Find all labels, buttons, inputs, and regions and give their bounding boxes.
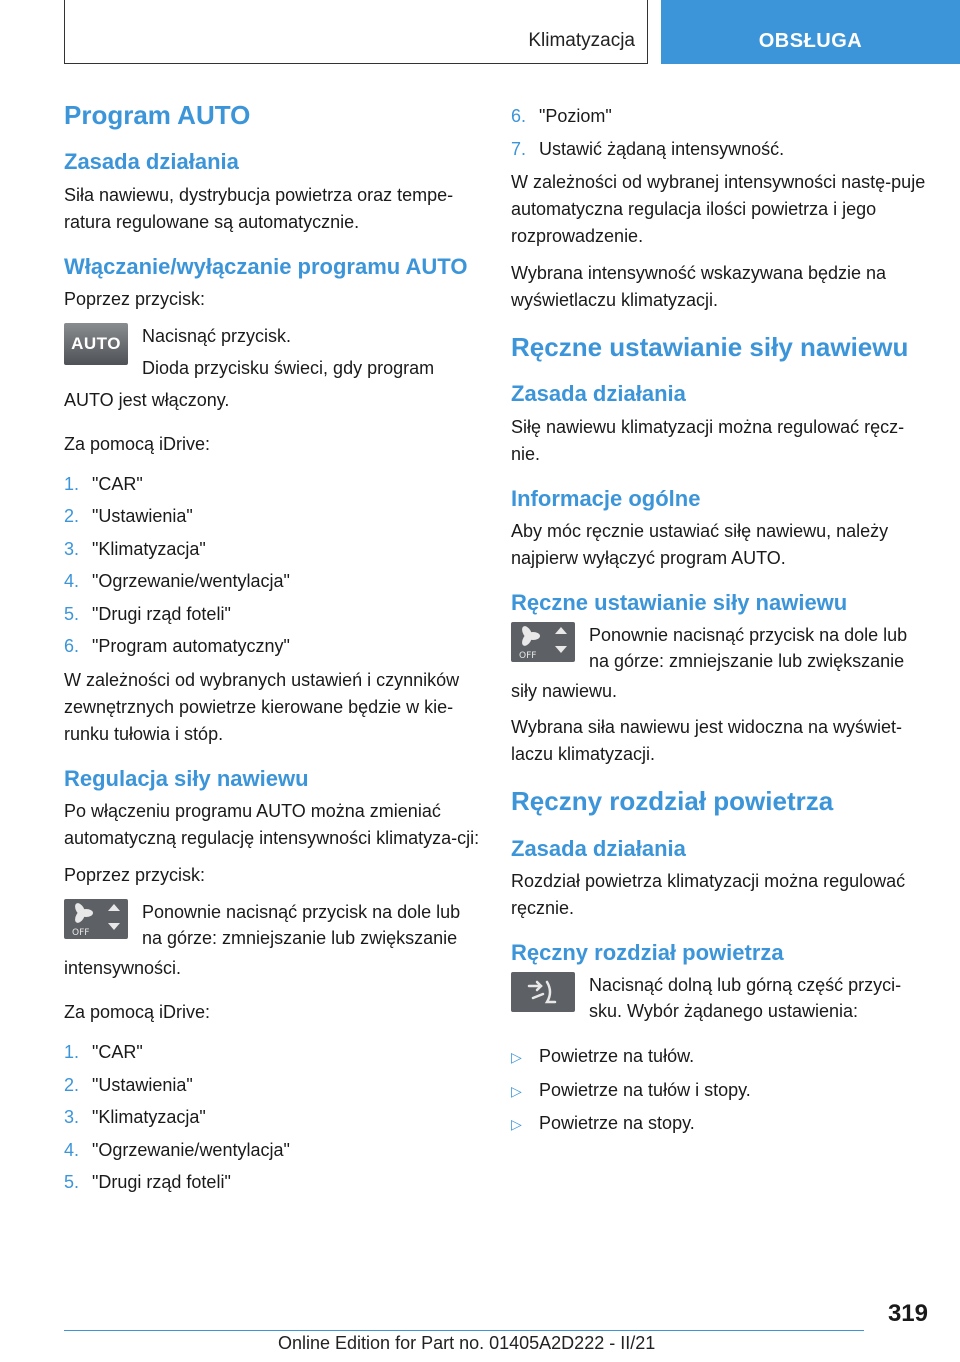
fan-button-block-2 xyxy=(511,622,931,678)
triangle-bullet-icon: ▷ xyxy=(511,1082,522,1099)
paragraph-intensywnosc: W zależności od wybranej intensywności nastę‐puje automatyczna regulacja ilości powietrza i jego rozprowadzenie. xyxy=(511,172,926,246)
triangle-bullet-icon: ▷ xyxy=(511,1116,522,1133)
paragraph-zaleznosci: W zależności od wybranych ustawień i czynników zewnętrznych powietrze kierowane będzie w kie‐runku tułowia i stóp. xyxy=(64,669,460,744)
paragraph-za-pomoca-idrive: Za pomocą iDrive: xyxy=(64,433,211,454)
triangle-bullet-icon: ▷ xyxy=(511,1049,522,1066)
paragraph-zasada-2: Siłę nawiewu klimatyzacji można regulować ręcz‐nie. xyxy=(511,416,905,464)
list-item: 6. "Program automatyczny" xyxy=(64,636,290,657)
footer-divider xyxy=(64,1330,864,1331)
heading-zasada-dzialania: Zasada działania xyxy=(64,149,239,175)
page-number: 319 xyxy=(887,1300,928,1327)
list-item: 1. "CAR" xyxy=(64,473,143,494)
list-item: 5. "Drugi rząd foteli" xyxy=(64,603,231,624)
heading-zasada-dzialania-2: Zasada działania xyxy=(511,381,686,407)
idrive-steps-list-1 xyxy=(64,468,484,663)
header-chapter-tab xyxy=(661,0,960,64)
auto-instruction-2: Dioda przycisku świeci, gdy program xyxy=(142,357,435,378)
fan-instruction-3: Ponownie nacisnąć przycisk na dole lub na górze: zmniejszanie lub zwiększanie xyxy=(589,625,908,672)
paragraph-rozdzial: Rozdział powietrza klimatyzacji można regulować ręcznie. xyxy=(511,870,906,918)
list-item: 7. Ustawić żądaną intensywność. xyxy=(511,138,785,159)
paragraph-informacje: Aby móc ręcznie ustawiać siłę nawiewu, należy najpierw wyłączyć program AUTO. xyxy=(511,520,889,568)
fan-button-icon xyxy=(511,622,575,662)
header-section-box xyxy=(64,0,648,64)
list-item: 6. "Poziom" xyxy=(511,106,612,126)
fan-instruction-4: siły nawiewu. xyxy=(511,681,618,702)
list-item: ▷ Powietrze na tułów. xyxy=(511,1040,931,1074)
air-distribution-instruction: Nacisnąć dolną lub górną część przyci‐sku. Wybór żądanego ustawienia: xyxy=(589,975,902,1022)
list-item: ▷ Powietrze na tułów i stopy. xyxy=(511,1074,931,1108)
air-distribution-button-block xyxy=(511,972,931,1036)
list-item: 1. "CAR" xyxy=(64,1042,143,1063)
list-item: 2. "Ustawienia" xyxy=(64,506,193,527)
fan-button-icon xyxy=(64,899,128,939)
paragraph-za-pomoca-idrive-2: Za pomocą iDrive: xyxy=(64,1002,211,1023)
heading-reczne-ustawianie: Ręczne ustawianie siły nawiewu xyxy=(511,332,909,362)
heading-regulacja: Regulacja siły nawiewu xyxy=(64,765,309,791)
fan-button-block xyxy=(64,899,484,955)
list-item: 4. "Ogrzewanie/wentylacja" xyxy=(64,571,290,592)
header-section-title: Klimatyzacja xyxy=(528,30,635,51)
auto-button-block xyxy=(64,323,484,387)
list-item: 5. "Drugi rząd foteli" xyxy=(64,1172,231,1193)
fan-instruction-1: Ponownie nacisnąć przycisk na dole lub na górze: zmniejszanie lub zwiększanie xyxy=(142,902,461,949)
left-column xyxy=(64,100,484,1203)
right-column xyxy=(511,100,931,1145)
svg-text:OFF: OFF xyxy=(519,651,537,662)
idrive-steps-list-continued xyxy=(511,100,931,165)
heading-reczny-rozdzial-2: Ręczny rozdział powietrza xyxy=(511,939,784,965)
auto-instruction-1: Nacisnąć przycisk. xyxy=(142,325,292,346)
list-item: ▷ Powietrze na stopy. xyxy=(511,1107,931,1141)
list-item: 3. "Klimatyzacja" xyxy=(64,538,206,559)
air-distribution-options xyxy=(511,1040,931,1141)
heading-program-auto: Program AUTO xyxy=(64,100,251,130)
paragraph-poprzez-przycisk: Poprzez przycisk: xyxy=(64,288,206,309)
footer-edition: Online Edition for Part no. 01405A2D222 - II/21 xyxy=(278,1333,656,1353)
air-distribution-icon xyxy=(511,972,575,1012)
auto-button-icon: AUTO xyxy=(64,323,128,365)
fan-instruction-2: intensywności. xyxy=(64,958,182,979)
paragraph-zasada: Siła nawiewu, dystrybucja powietrza oraz tempe‐ratura regulowane są automatycznie. xyxy=(64,184,454,232)
list-item: 3. "Klimatyzacja" xyxy=(64,1107,206,1128)
paragraph-poprzez-przycisk-2: Poprzez przycisk: xyxy=(64,865,206,886)
heading-reczne-ustawianie-2: Ręczne ustawianie siły nawiewu xyxy=(511,589,848,615)
paragraph-regulacja: Po włączeniu programu AUTO można zmieniać automatyczną regulację intensywności klimatyza‐cji: xyxy=(64,801,480,849)
auto-instruction-3: AUTO jest włączony. xyxy=(64,389,230,410)
list-item: 2. "Ustawienia" xyxy=(64,1074,193,1095)
paragraph-wskazywana: Wybrana intensywność wskazywana będzie na wyświetlaczu klimatyzacji. xyxy=(511,263,887,310)
heading-zasada-dzialania-3: Zasada działania xyxy=(511,835,686,861)
heading-wlaczanie: Włączanie/wyłączanie programu AUTO xyxy=(64,253,468,279)
svg-text:OFF: OFF xyxy=(72,928,90,939)
idrive-steps-list-2 xyxy=(64,1036,484,1199)
list-item: 4. "Ogrzewanie/wentylacja" xyxy=(64,1139,290,1160)
paragraph-widoczna: Wybrana siła nawiewu jest widoczna na wyświet‐laczu klimatyzacji. xyxy=(511,717,902,765)
heading-reczny-rozdzial: Ręczny rozdział powietrza xyxy=(511,786,834,817)
heading-informacje-ogolne: Informacje ogólne xyxy=(511,485,701,511)
header-chapter-title: OBSŁUGA xyxy=(758,30,863,52)
